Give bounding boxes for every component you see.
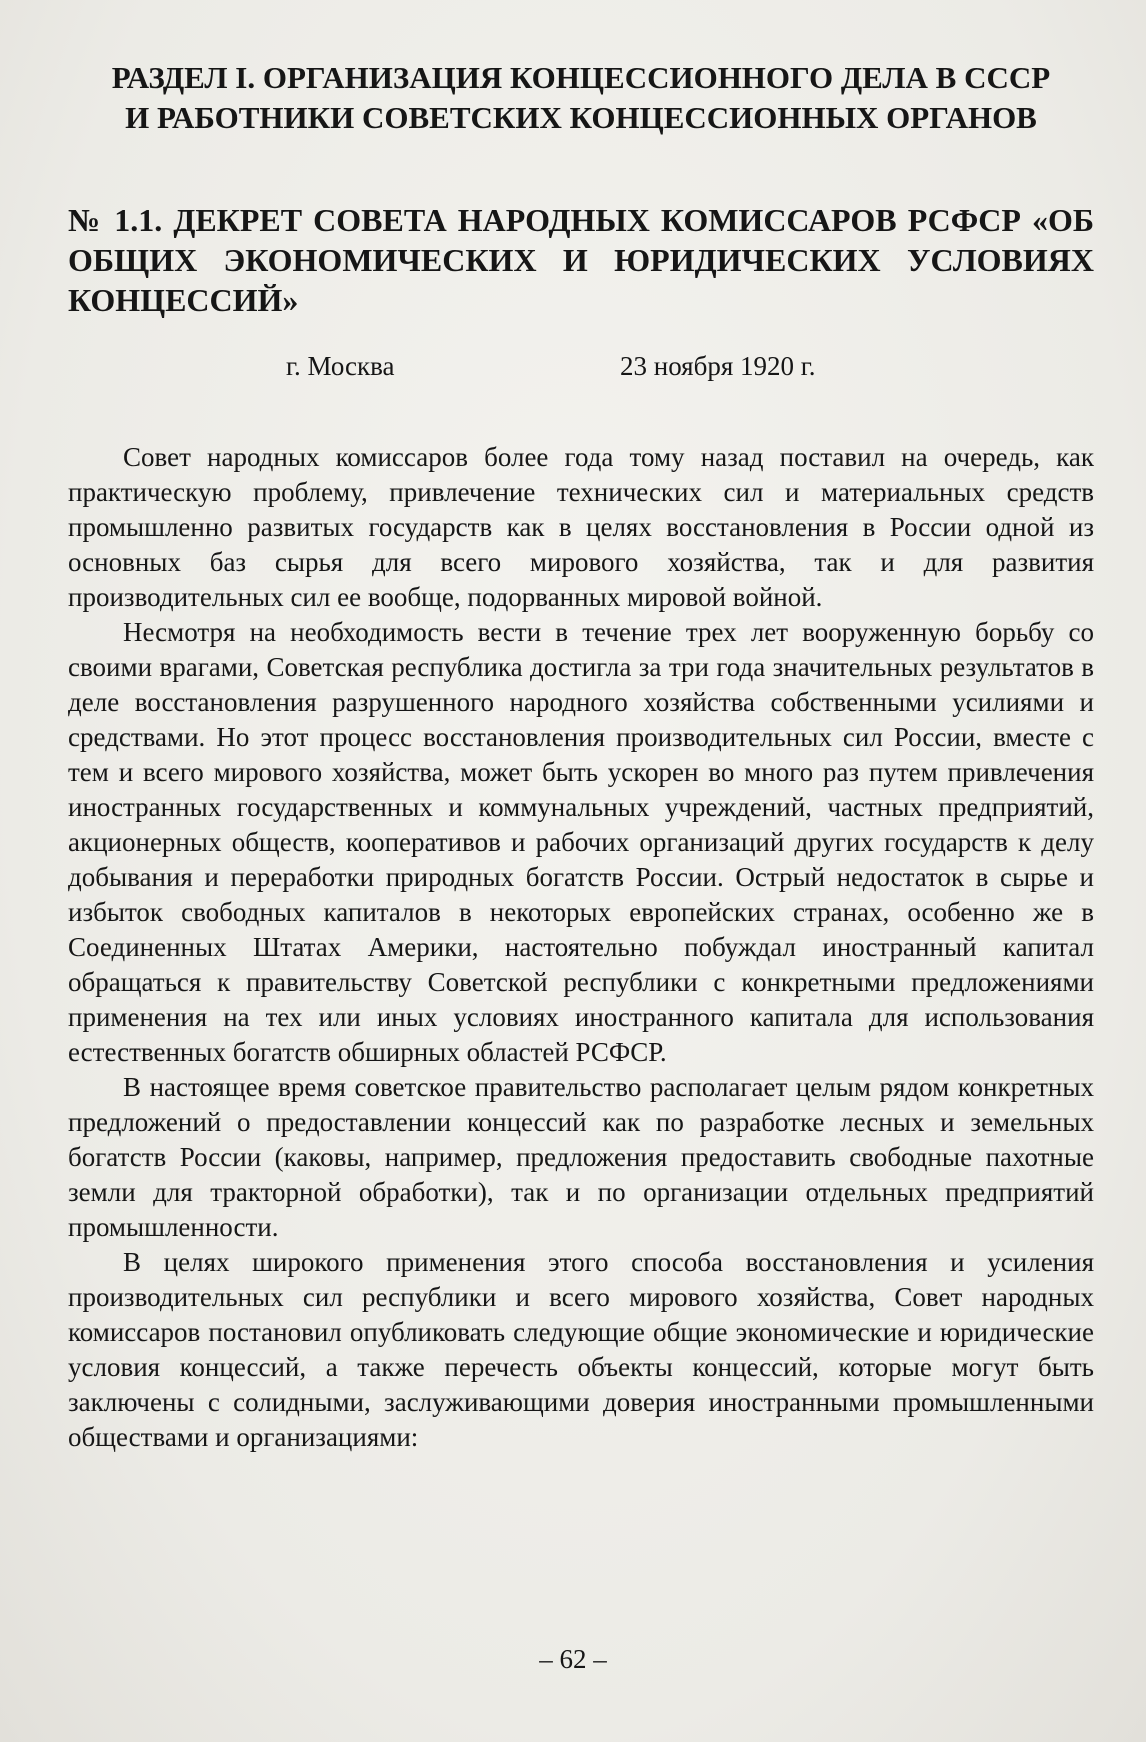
section-heading-line-1: РАЗДЕЛ I. ОРГАНИЗАЦИЯ КОНЦЕССИОННОГО ДЕЛА В СССР — [111, 60, 1051, 95]
paragraph-2: Несмотря на необходимость вести в течение трех лет вооруженную борьбу со своими врагами, Советская республика достигла за три года значительных результатов в деле восстановления разрушенного народного хозяйства собственными усилиями и средствами. Но этот процесс восстановления производительных сил России, вместе с тем и всего мирового хозяйства, может быть ускорен во много раз путем привлечения иностранных государственных и коммунальных учреждений, частных предприятий, акционерных обществ, кооперативов и рабочих организаций других государств к делу добывания и переработки природных богатств России. Острый недостаток в сырье и избыток свободных капиталов в некоторых европейских странах, особенно же в Соединенных Штатах Америки, настоятельно побуждал иностранный капитал обращаться к правительству Советской республики с конкретными предложениями применения на тех или иных условиях иностранного капитала для использования естественных богатств обширных областей РСФСР. — [68, 617, 1094, 1067]
section-heading-line-2: И РАБОТНИКИ СОВЕТСКИХ КОНЦЕССИОННЫХ ОРГАНОВ — [125, 100, 1037, 135]
document-body — [68, 440, 1094, 1455]
document-date: 23 ноября 1920 г. — [620, 351, 816, 381]
section-heading — [68, 58, 1094, 138]
document-title: № 1.1. ДЕКРЕТ СОВЕТА НАРОДНЫХ КОМИССАРОВ РСФСР «ОБ ОБЩИХ ЭКОНОМИЧЕСКИХ И ЮРИДИЧЕСКИХ УСЛОВИЯХ КОНЦЕССИЙ» — [68, 202, 1094, 318]
paragraph-3: В настоящее время советское правительство располагает целым рядом конкретных предложений о предоставлении концессий как по разработке лесных и земельных богатств России (каковы, например, предложения предоставить свободные пахотные земли для тракторной обработки), так и по организации отдельных предприятий промышленности. — [68, 1072, 1094, 1242]
document-place: г. Москва — [286, 351, 395, 381]
page-number: – 62 – — [539, 1644, 607, 1674]
paragraph-4: В целях широкого применения этого способа восстановления и усиления производительных сил республики и всего мирового хозяйства, Совет народных комиссаров постановил опубликовать следующие общие экономические и юридические условия концессий, а также перечесть объекты концессий, которые могут быть заключены с солидными, заслуживающими доверия иностранными промышленными обществами и организациями: — [68, 1247, 1094, 1452]
paragraph-1: Совет народных комиссаров более года тому назад поставил на очередь, как практическую проблему, привлечение технических сил и материальных средств промышленно развитых государств как в целях восстановления в России одной из основных баз сырья для всего мирового хозяйства, так и для развития производительных сил ее вообще, подорванных мировой войной. — [68, 442, 1094, 612]
